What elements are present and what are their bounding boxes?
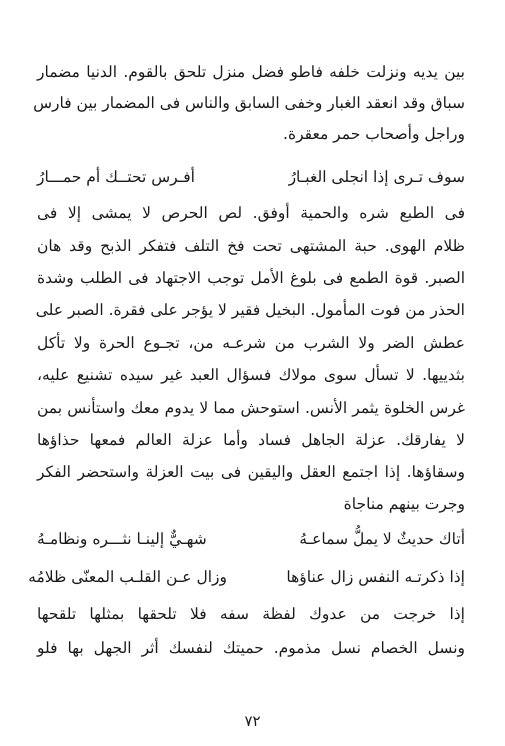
text-line: الحذر من فوت المأمول. البخيل فقير لا يؤجر على فقرة. الصبر على [35, 301, 465, 319]
text-line: عطش الضر ولا الشرب من شرعـه من، تجـوع الحرة ولا تأكل [37, 334, 465, 352]
text-line: بين يديه ونزلت خلفه فاطو فضل منزل تلحق بالقوم. الدنيا مضمار [37, 63, 465, 81]
text-line: فى الطبع شره والحمية أوفق. لص الحرص لا يمشى إلا فى [37, 204, 465, 222]
verse-second-hemistich: أفـرس تحتــك أم حمـــارُ [37, 168, 195, 186]
text-line: سباق وقد انعقد الغبار وخفى السابق والناس فى المضمار بين فارس [33, 94, 465, 112]
text-line: ظلام الهوى. حبة المشتهى تحت فخ التلف فتفكر الذبح وقد هان [37, 237, 465, 255]
verse-first-hemistich: أتاك حديثٌ لا يملُّ سماعـهُ [299, 530, 465, 548]
verse-line [37, 528, 465, 552]
verse-second-hemistich: شهـيٌّ إلينـا نثـــره ونظامـهُ [37, 530, 207, 548]
text-line: ونسل الخصام نسل مذموم. حميتك لنفسك أثر الجهل بها فلو [37, 639, 465, 657]
text-line: لا يفارقك. عزلة الجاهل فساد وأما عزلة العالم فمعها حذاؤها [37, 431, 465, 449]
text-line: إذا خرجت من عدوك لفظة سفه فلا تلحقها بمثلها تلقحها [37, 605, 465, 623]
text-line: غرس الخلوة يثمر الأنس. استوحش مما لا يدوم معك واستأنس بمن [37, 399, 465, 417]
text-line: الصبر. قوة الطمع فى بلوغ الأمل توجب الاجتهاد فى الطلب وشدة [37, 269, 465, 287]
page-number: ٧٢ [244, 712, 261, 730]
verse-first-hemistich: سوف تـرى إذا انجلى الغبـارُ [288, 168, 465, 186]
verse-line [37, 166, 465, 190]
text-line: وسقاؤها. إذا اجتمع العقل واليقين فى بيت العزلة واستحضر الفكر [37, 463, 465, 481]
verse-line [28, 566, 465, 590]
text-line: بثدييها. لا تسأل سوى مولاك فسؤال العبد غير سيده تشنيع عليه، [37, 366, 465, 384]
text-line: وجرت بينهم مناجاة [343, 495, 465, 513]
text-line: وراجل وأصحاب حمر معقرة. [283, 125, 465, 143]
verse-first-hemistich: إذا ذكرتـه النفس زال عناؤها [286, 568, 465, 586]
verse-second-hemistich: وزال عـن القلـب المعنّى ظلامُه [28, 568, 227, 586]
